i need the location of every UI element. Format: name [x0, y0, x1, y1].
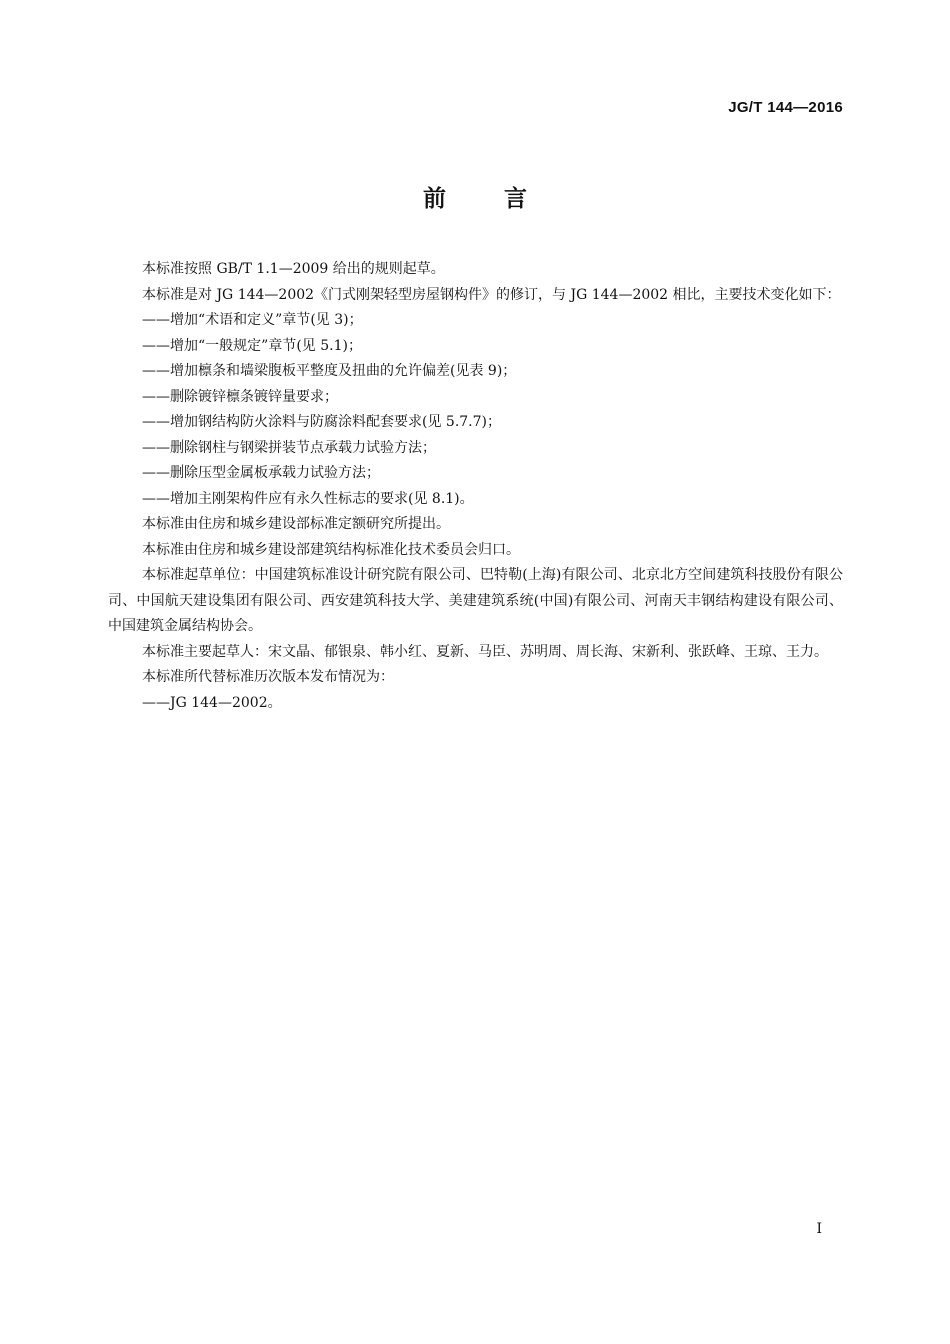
change-item: ——增加“一般规定”章节(见 5.1)；: [142, 337, 362, 354]
foreword-body: [108, 257, 843, 716]
change-item: ——增加主刚架构件应有永久性标志的要求(见 8.1)。: [142, 490, 474, 507]
paragraph-proposed-by: 本标准由住房和城乡建设部标准定额研究所提出。: [142, 516, 450, 532]
page-title: 前言: [423, 186, 585, 212]
history-item: ——JG 144—2002。: [142, 694, 282, 711]
page-number: I: [816, 1221, 822, 1237]
paragraph-drafting-rules: 本标准按照 GB/T 1.1—2009 给出的规则起草。: [142, 261, 445, 277]
paragraph-history-intro: 本标准所代替标准历次版本发布情况为：: [142, 669, 394, 685]
standard-code: JG/T 144—2016: [728, 99, 843, 116]
change-item: ——增加檩条和墙梁腹板平整度及扭曲的允许偏差(见表 9)；: [142, 363, 517, 379]
change-item: ——删除镀锌檩条镀锌量要求；: [142, 388, 338, 405]
change-item: ——增加“术语和定义”章节(见 3)；: [142, 312, 363, 328]
paragraph-revision-intro: 本标准是对 JG 144—2002《门式刚架轻型房屋钢构件》的修订，与 JG 144—2002 相比，主要技术变化如下：: [142, 286, 841, 303]
paragraph-administered-by: 本标准由住房和城乡建设部建筑结构标准化技术委员会归口。: [142, 541, 520, 558]
change-item: ——增加钢结构防火涂料与防腐涂料配套要求(见 5.7.7)；: [142, 414, 501, 430]
change-item: ——删除钢柱与钢梁拼装节点承载力试验方法；: [142, 439, 436, 456]
paragraph-drafting-organizations: 本标准起草单位：中国建筑标准设计研究院有限公司、巴特勒(上海)有限公司、北京北方空间建筑科技股份有限公司、中国航天建设集团有限公司、西安建筑科技大学、美建建筑系统(中国)有限公司、河南天丰钢结构建设有限公司、中国建筑金属结构协会。: [108, 567, 843, 634]
change-item: ——删除压型金属板承载力试验方法；: [142, 465, 380, 481]
paragraph-drafters: 本标准主要起草人：宋文晶、郁银泉、韩小红、夏新、马臣、苏明周、周长海、宋新利、张跃峰、王琼、王力。: [142, 643, 828, 660]
